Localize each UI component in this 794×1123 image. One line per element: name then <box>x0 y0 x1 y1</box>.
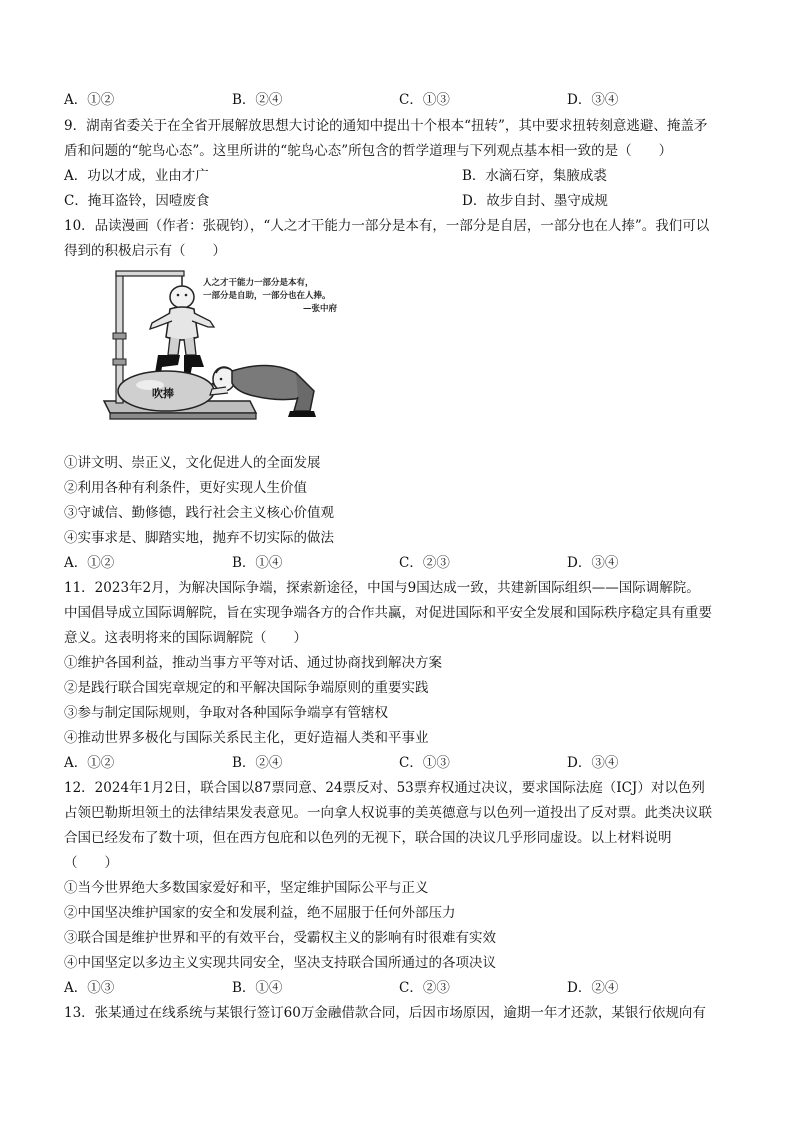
q10-options <box>64 554 744 572</box>
kneeling-man-body <box>232 365 306 399</box>
q10-stem-line1: 10．品读漫画（作者：张砚钧），“人之才干能力一部分是本有，一部分是自居，一部分也在人捧”。我们可以 <box>64 218 710 234</box>
q9-stem-line1: 9．湖南省委关于在全省开展解放思想大讨论的通知中提出十个根本“扭转”，其中要求扭转刻意逃避、掩盖矛 <box>64 118 708 134</box>
ball-label: 吹捧 <box>152 387 174 400</box>
caption-author: —张中府 <box>303 304 338 314</box>
q9-options-row1 <box>64 167 607 185</box>
q12-stem-line4: （ ） <box>64 855 118 871</box>
q11-option-a: A．①② <box>64 755 115 771</box>
q11-option-c: C．①③ <box>399 755 450 771</box>
q9-stem-line2: 盾和问题的“鸵鸟心态”。这里所讲的“鸵鸟心态”所包含的哲学道理与下列观点基本相一致的是（ ） <box>64 143 673 159</box>
q11-item-4: ④推动世界多极化与国际关系民主化，更好造福人类和平事业 <box>64 730 429 746</box>
q9-option-a: A．功以才成，业由才广 <box>64 168 209 184</box>
q12-stem-line1: 12．2024年1月2日，联合国以87票同意、24票反对、53票弃权通过决议，要求国际法庭（ICJ）对以色列 <box>64 780 705 796</box>
q11-stem-line1: 11．2023年2月，为解决国际争端，探索新途径，中国与9国达成一致，共建新国际组织——国际调解院。 <box>64 580 700 596</box>
q12-options <box>64 979 744 997</box>
caption-line1: 人之才干能力一部分是本有， <box>203 278 314 288</box>
q11-stem-line3: 意义。这表明将来的国际调解院（ ） <box>64 630 307 646</box>
q11-item-1: ①维护各国利益，推动当事方平等对话、通过协商找到解决方案 <box>64 655 442 671</box>
q10-cartoon <box>100 263 362 425</box>
cartoon-caption <box>203 277 337 316</box>
q10-item-1: ①讲文明、崇正义，文化促进人的全面发展 <box>64 455 321 471</box>
standing-man-body <box>166 307 198 340</box>
q11-item-3: ③参与制定国际规则，争取对各种国际争端享有管辖权 <box>64 705 388 721</box>
q8-options <box>64 91 744 109</box>
cartoon-arm <box>116 271 184 276</box>
q12-option-a: A．①③ <box>64 980 115 996</box>
q12-option-b: B．①④ <box>232 980 283 996</box>
q8-option-b: B．②④ <box>232 92 283 108</box>
q12-item-1: ①当今世界绝大多数国家爱好和平，坚定维护国际公平与正义 <box>64 880 429 896</box>
q13-stem-line1: 13．张某通过在线系统与某银行签订60万金融借款合同，后因市场原因，逾期一年才还款，某银行依规向有 <box>64 1005 706 1021</box>
q12-option-d: D．②④ <box>567 980 619 996</box>
cartoon-pole-clamp-2 <box>113 359 126 365</box>
q10-option-c: C．②③ <box>399 555 450 571</box>
q10-option-d: D．③④ <box>567 555 619 571</box>
q12-stem-line2: 占领巴勒斯坦领土的法律结果发表意见。一向拿人权说事的美英德意与以色列一道投出了反对票。此类决议联 <box>64 805 712 821</box>
q12-item-3: ③联合国是维护世界和平的有效平台，受霸权主义的影响有时很难有实效 <box>64 930 496 946</box>
q11-options <box>64 754 744 772</box>
q12-stem-line3: 合国已经发布了数十项，但在西方包庇和以色列的无视下，联合国的决议几乎形同虚设。以上材料说明 <box>64 830 672 846</box>
standing-man-head <box>170 286 194 308</box>
q10-stem-line2: 得到的积极启示有（ ） <box>64 243 226 259</box>
q10-item-2: ②利用各种有利条件，更好实现人生价值 <box>64 480 307 496</box>
q12-option-c: C．②③ <box>399 980 450 996</box>
q11-item-2: ②是践行联合国宪章规定的和平解决国际争端原则的重要实践 <box>64 680 429 696</box>
q9-option-b: B．水滴石穿，集腋成裘 <box>462 168 607 184</box>
q11-stem-line2: 中国倡导成立国际调解院，旨在实现争端各方的合作共赢，对促进国际和平安全发展和国际秩序稳定具有重要 <box>64 605 712 621</box>
q10-item-3: ③守诚信、勤修德，践行社会主义核心价值观 <box>64 505 334 521</box>
q11-option-d: D．③④ <box>567 755 619 771</box>
kneeling-man-shoe <box>288 411 316 417</box>
standing-man-right-leg <box>184 337 196 355</box>
standing-man-left-leg <box>168 337 180 355</box>
q12-item-2: ②中国坚决维护国家的安全和发展利益，绝不屈服于任何外部压力 <box>64 905 456 921</box>
cartoon-pole-clamp <box>113 333 126 339</box>
q10-option-a: A．①② <box>64 555 115 571</box>
q9-option-c: C．掩耳盗铃，因噎废食 <box>64 193 210 209</box>
caption-line2: 一部分是自助，一部分也在人捧。 <box>203 291 331 301</box>
q8-option-a: A．①② <box>64 92 115 108</box>
q10-item-4: ④实事求是、脚踏实地，抛弃不切实际的做法 <box>64 530 334 546</box>
q8-option-d: D．③④ <box>567 92 619 108</box>
q9-option-d: D．故步自封、墨守成规 <box>462 193 608 209</box>
q11-option-b: B．②④ <box>232 755 283 771</box>
q12-item-4: ④中国坚定以多边主义实现共同安全，坚决支持联合国所通过的各项决议 <box>64 955 496 971</box>
cartoon-base-side <box>110 413 256 419</box>
q8-option-c: C．①③ <box>399 92 450 108</box>
q9-options-row2 <box>64 192 608 210</box>
q10-option-b: B．①④ <box>232 555 283 571</box>
